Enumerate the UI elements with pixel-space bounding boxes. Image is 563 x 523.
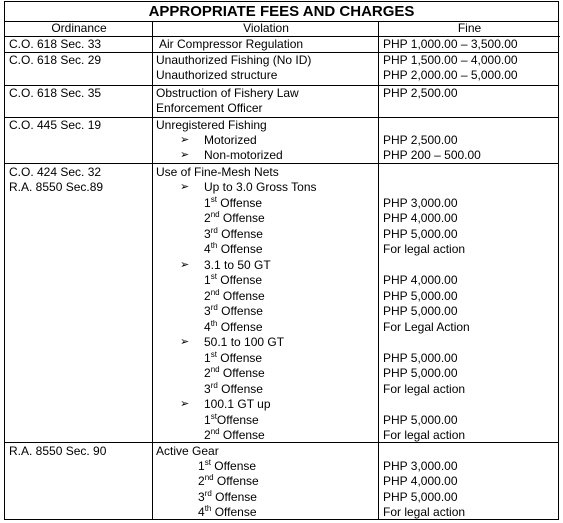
violation-cell: Enforcement Officer [156, 101, 263, 115]
vessel-size-label: Up to 3.0 Gross Tons [204, 180, 317, 194]
fine-cell: PHP 5,000.00 [383, 227, 458, 241]
fine-cell: For legal action [383, 428, 466, 442]
fine-cell: PHP 2,500.00 [383, 86, 458, 100]
row-divider [5, 163, 558, 164]
column-divider [152, 21, 153, 519]
fine-cell: PHP 2,500.00 [383, 133, 458, 147]
violation-cell: Active Gear [156, 444, 219, 458]
fees-table [4, 1, 559, 520]
fine-cell: PHP 4,000.00 [383, 474, 458, 488]
violation-cell: Air Compressor Regulation [159, 37, 304, 51]
fine-cell: PHP 4,000.00 [383, 211, 458, 225]
ordinance-cell: C.O. 424 Sec. 32 [9, 165, 102, 179]
fine-cell: PHP 5,000.00 [383, 304, 458, 318]
row-divider [5, 442, 558, 443]
offense-label: 1st Offense [198, 458, 257, 473]
offense-label: 4th Offense [204, 319, 263, 334]
offense-label: 4th Offense [204, 241, 263, 256]
fine-cell: PHP 3,000.00 [383, 196, 458, 210]
arrow-bullet-icon: ➢ [180, 181, 190, 193]
fine-cell: PHP 5,000.00 [383, 351, 458, 365]
offense-label: 1st Offense [204, 272, 263, 287]
ordinance-cell: C.O. 618 Sec. 33 [9, 37, 102, 51]
fine-cell: For legal action [383, 382, 466, 396]
ordinance-cell: C.O. 445 Sec. 19 [9, 118, 102, 132]
fine-cell: For Legal Action [383, 320, 470, 334]
offense-label: 2nd Offense [204, 288, 265, 303]
offense-label: 3rd Offense [204, 303, 263, 318]
fine-cell: PHP 5,000.00 [383, 289, 458, 303]
violation-cell: Obstruction of Fishery Law [156, 86, 299, 100]
arrow-bullet-icon: ➢ [180, 336, 190, 348]
vessel-size-label: 50.1 to 100 GT [204, 335, 285, 349]
offense-label: 2nd Offense [204, 427, 265, 442]
arrow-bullet-icon: ➢ [180, 134, 190, 146]
vessel-size-label: 100.1 GT up [204, 397, 271, 411]
fine-cell: For legal action [383, 242, 466, 256]
fine-cell: PHP 200 – 500.00 [383, 148, 481, 162]
header-fine: Fine [379, 21, 560, 37]
header-violation: Violation [153, 21, 379, 37]
offense-label: 3rd Offense [198, 489, 257, 504]
arrow-bullet-icon: ➢ [180, 259, 190, 271]
violation-subitem: Motorized [204, 133, 257, 147]
violation-cell: Unregistered Fishing [156, 118, 267, 132]
column-divider [378, 21, 379, 519]
fine-cell: PHP 2,000.00 – 5,000.00 [383, 68, 518, 82]
offense-label: 3rd Offense [204, 381, 263, 396]
violation-cell: Unauthorized Fishing (No ID) [156, 53, 312, 67]
fine-cell: PHP 1,500.00 – 4,000.00 [383, 53, 518, 67]
fine-cell: PHP 5,000.00 [383, 413, 458, 427]
fine-cell: PHP 5,000.00 [383, 366, 458, 380]
offense-label: 1stOffense [204, 412, 259, 427]
arrow-bullet-icon: ➢ [180, 398, 190, 410]
ordinance-cell: R.A. 8550 Sec.89 [9, 180, 104, 194]
violation-cell: Unauthorized structure [156, 68, 278, 82]
ordinance-cell: R.A. 8550 Sec. 90 [9, 444, 107, 458]
offense-label: 3rd Offense [204, 226, 263, 241]
fine-cell: PHP 4,000.00 [383, 273, 458, 287]
offense-label: 2nd Offense [204, 365, 265, 380]
fine-cell: PHP 3,000.00 [383, 459, 458, 473]
violation-subitem: Non-motorized [204, 148, 283, 162]
header-ordinance: Ordinance [5, 21, 153, 37]
fine-cell: For legal action [383, 505, 466, 519]
offense-label: 4th Offense [198, 504, 257, 519]
fine-cell: PHP 5,000.00 [383, 490, 458, 504]
offense-label: 2nd Offense [198, 473, 259, 488]
offense-label: 2nd Offense [204, 210, 265, 225]
fine-cell: PHP 1,000.00 – 3,500.00 [383, 37, 518, 51]
vessel-size-label: 3.1 to 50 GT [204, 258, 271, 272]
ordinance-cell: C.O. 618 Sec. 29 [9, 53, 102, 67]
violation-cell: Use of Fine-Mesh Nets [156, 165, 279, 179]
ordinance-cell: C.O. 618 Sec. 35 [9, 86, 102, 100]
offense-label: 1st Offense [204, 195, 263, 210]
offense-label: 1st Offense [204, 350, 263, 365]
table-title: APPROPRIATE FEES AND CHARGES [5, 2, 558, 22]
arrow-bullet-icon: ➢ [180, 149, 190, 161]
